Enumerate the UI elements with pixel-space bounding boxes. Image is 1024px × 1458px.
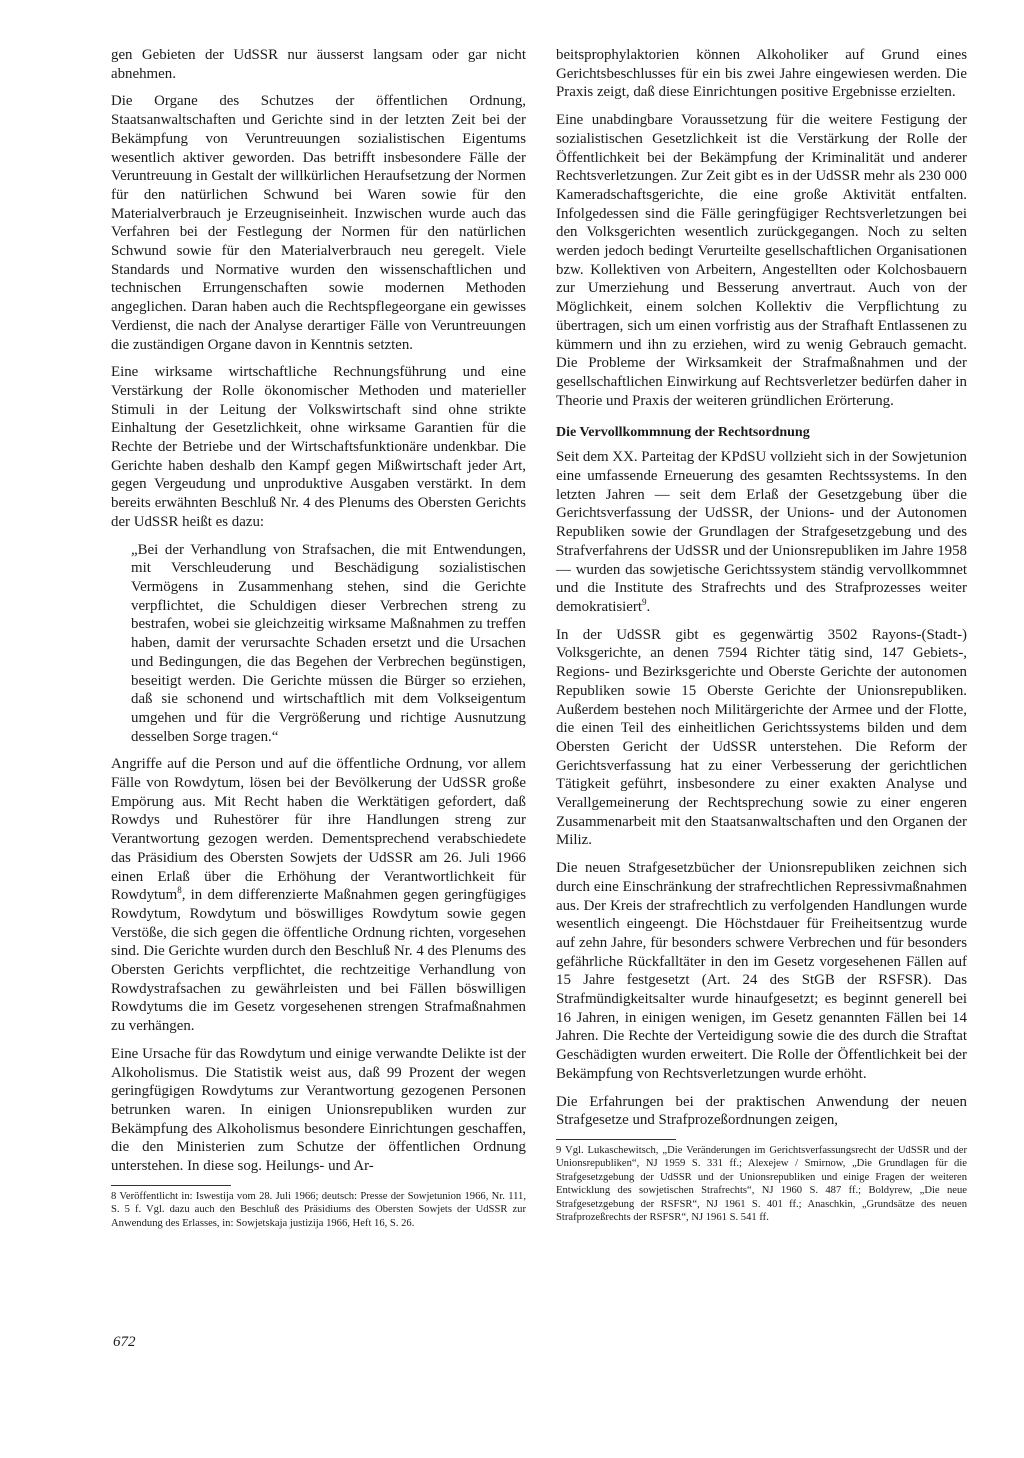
paragraph: Eine unabdingbare Voraussetzung für die weitere Festigung der sozialistischen Gesetzlichkeit ist die Verstärkung der Rolle der Öffentlichkeit bei der Bekämpfung der Kriminalität und anderer Rechtsverletzungen. Zur Zeit gibt es in der UdSSR mehr als 230 000 Kameradschaftsgerichte, die eine große Aktivität entfalten. Infolgedessen sind die Fälle geringfügiger Rechtsverletzungen bei den Volksgerichten wesentlich zurückgegangen. Noch zu selten werden jedoch bedingt Verurteilte gesellschaftlichen Organisationen bzw. Kollektiven von Arbeitern, Angestellten oder Kolchosbauern zur Umerziehung und Besserung anvertraut. Auch von der Möglichkeit, einem solchen Kollektiv die Verpflichtung zu übertragen, sich um einen vorfristig aus der Strafhaft Entlassenen zu kümmern und ihn zu erziehen, wird zu wenig Gebrauch gemacht. Die Probleme der Wirksamkeit der Strafmaßnahmen und der gesellschaftlichen Einwirkung auf Rechtsverletzer bedürfen daher in Theorie und Praxis der weiteren gründlichen Erörterung. <box>556 112 967 409</box>
footnote-divider <box>111 1185 231 1186</box>
paragraph: Die Organe des Schutzes der öffentlichen Ordnung, Staatsanwaltschaften und Gerichte sind in der letzten Zeit bei der Bekämpfung von Veruntreuungen sozialistischen Eigentums wesentlich aktiver geworden. Das betrifft insbesondere Fälle der Veruntreuung in Gestalt der willkürlichen Heraufsetzung der Normen für den natürlichen Schwund bei Waren sowie für den Materialverbrauch je Erzeugniseinheit. Inzwischen wurde auch das Verfahren bei der Festlegung der Normen für den natürlichen Schwund sowie für den Materialverbrauch neu geregelt. Viele Standards und Normative wurden den wissenschaftlichen und technischen Errungenschaften sowie modernen Methoden angeglichen. Daran haben auch die Rechtspflegeorgane ein gewisses Verdienst, die nach der Analyse derartiger Fälle von Veruntreuungen die zuständigen Organe davon in Kenntnis setzten. <box>111 93 526 353</box>
paragraph: Eine wirksame wirtschaftliche Rechnungsführung und eine Verstärkung der Rolle ökonomischer Methoden und materieller Stimuli in der Leitung der Volkswirtschaft sind ohne strikte Einhaltung der Gesetzlichkeit, ohne wirksame Garantien für die Rechte der Betriebe und der Wirtschaftsfunktionäre undenkbar. Die Gerichte haben deshalb den Kampf gegen Mißwirtschaft jeder Art, gegen Vergeudung und unproduktive Ausgaben verstärkt. In dem bereits erwähnten Beschluß Nr. 4 des Plenums des Obersten Gerichts der UdSSR heißt es dazu: <box>111 364 526 530</box>
footnote-ref-9: 9 <box>642 597 647 608</box>
paragraph: Die neuen Strafgesetzbücher der Unionsrepubliken zeichnen sich durch eine Einschränkung der strafrechtlichen Repressivmaßnahmen aus. Der Kreis der strafrechtlich zu verfolgenden Handlungen wurde wesentlich eingeengt. Die Höchstdauer für Freiheitsentzug wurde auf zehn Jahre, für besonders schwere Verbrechen und für besonders gefährliche Rückfalltäter in den im Gesetz vorgesehenen Fällen auf 15 Jahre festgesetzt (Art. 24 des StGB der RSFSR). Das Strafmündigkeitsalter wurde hinaufgesetzt; es beginnt generell bei 16 Jahren, in einigen wenigen, im Gesetz genannten Fällen bei 14 Jahren. Die Rechte der Verteidigung sowie die des durch die Straftat Geschädigten wurden erweitert. Die Rolle der Öffentlichkeit bei der Bekämpfung von Rechtsverletzungen wurde erhöht. <box>556 860 967 1082</box>
paragraph-text: Seit dem XX. Parteitag der KPdSU vollzieht sich in der Sowjetunion eine umfassende Erneuerung des gesamten Rechtssystems. In den letzten Jahren — seit dem Erlaß der Gesetzgebung über die Gerichtsverfassung der UdSSR, der Unions- und der Autonomen Republiken sowie der Grundlagen der Strafgesetzgebung und des Strafverfahrens der UdSSR und der Unionsrepubliken im Jahre 1958 — wurden das sowjetische Gerichtssystem ständig vervollkommnet und die Institute des Strafrechts und des Strafprozesses weiter demokratisiert <box>556 449 967 615</box>
footnote-9: 9 Vgl. Lukaschewitsch, „Die Veränderungen im Gerichtsverfassungsrecht der UdSSR und der Unionsrepubliken“, NJ 1959 S. 331 ff.; Alexejew / Smirnow, „Die Grundlagen für die Strafgesetzgebung der UdSSR und der Unionsrepubliken und einige Fragen der weiteren Entwicklung des sowjetischen Strafrechts“, NJ 1960 S. 487 ff.; Boldyrew, „Die neue Strafgesetzgebung der RSFSR“, NJ 1961 S. 401 ff.; Anaschkin, „Grundsätze des neuen Strafprozeßrechts der RSFSR“, NJ 1961 S. 541 ff. <box>556 1144 967 1223</box>
paragraph-text: , in dem differenzierte Maßnahmen gegen geringfügiges Rowdytum, Rowdytum und böswilliges Rowdytum sowie gegen Verstöße, die sich gegen die öffentliche Ordnung richten, vorgesehen sind. Die Gerichte wurden durch den Beschluß Nr. 4 des Plenums des Obersten Gerichts verpflichtet, die rechtzeitige Verhandlung von Rowdystrafsachen zu gewährleisten und bei Fällen böswilligen Rowdytums die im Gesetz vorgesehenen strengen Strafmaßnahmen zu verhängen. <box>111 887 526 1035</box>
paragraph: beitsprophylaktorien können Alkoholiker auf Grund eines Gerichtsbeschlusses für ein bis zwei Jahre eingewiesen werden. Die Praxis zeigt, daß diese Einrichtungen positive Ergebnisse erzielten. <box>556 47 967 101</box>
footnotes-left <box>111 1185 526 1230</box>
paragraph: In der UdSSR gibt es gegenwärtig 3502 Rayons-(Stadt-) Volksgerichte, an denen 7594 Richter tätig sind, 147 Gebiets-, Regions- und Bezirksgerichte und Oberste Gerichte der autonomen Republiken sowie 15 Oberste Gerichte der Unionsrepubliken. Außerdem bestehen noch Militärgerichte der Armee und der Flotte, die einen Teil des einheitlichen Gerichtssystems bilden und dem Obersten Gericht der UdSSR unterstehen. Die Reform der Gerichtsverfassung hat zu einer Verbesserung der gerichtlichen Tätigkeit geführt, insbesondere zu einer exakten Analyse und Verallgemeinerung der Rechtsprechung sowie zu einer engeren Zusammenarbeit mit den Staatsanwaltschaften und den Organen der Miliz. <box>556 626 967 849</box>
paragraph <box>556 448 967 616</box>
paragraph: Die Erfahrungen bei der praktischen Anwendung der neuen Strafgesetze und Strafprozeßordnungen zeigen, <box>556 1093 967 1129</box>
footnote-8: 8 Veröffentlicht in: Iswestija vom 28. Juli 1966; deutsch: Presse der Sowjetunion 1966, Nr. 111, S. 5 f. Vgl. dazu auch den Beschluß des Präsidiums des Obersten Sowjets der UdSSR zur Anwendung des Erlasses, in: Sowjetskaja justizija 1966, Heft 16, S. 26. <box>111 1190 526 1229</box>
page-number: 672 <box>113 1334 136 1350</box>
footnote-divider <box>556 1139 676 1140</box>
block-quote: „Bei der Verhandlung von Strafsachen, die mit Entwendungen, mit Verschleuderung und Beschädigung sozialistischen Vermögens in Zusammenhang stehen, sind die Gerichte verpflichtet, die Schuldigen dieser Verbrechen streng zu bestrafen, wobei sie gleichzeitig wirksame Maßnahmen zu treffen haben, damit der verursachte Schaden ersetzt und die Ursachen und Bedingungen, die das Begehen der Verbrechen begünstigen, beseitigt werden. Die Gerichte müssen die Bürger so erziehen, daß sie schonend und wirtschaftlich mit dem Volkseigentum umgehen und für die Vergrößerung und richtige Ausnutzung desselben Sorge tragen.“ <box>131 541 526 745</box>
section-heading: Die Vervollkommnung der Rechtsordnung <box>556 425 810 441</box>
paragraph <box>111 755 526 1036</box>
paragraph: Eine Ursache für das Rowdytum und einige verwandte Delikte ist der Alkoholismus. Die Statistik weist aus, daß 99 Prozent der wegen geringfügigen Rowdytums zur Verantwortung gezogenen Personen betrunken waren. In einigen Unionsrepubliken wurden zur Bekämpfung des Alkoholismus besondere Einrichtungen geschaffen, die den Ministerien zum Schutze der öffentlichen Ordnung unterstehen. In diese sog. Heilungs- und Ar- <box>111 1045 526 1175</box>
paragraph-text: . <box>646 598 651 615</box>
paragraph: gen Gebieten der UdSSR nur äusserst langsam oder gar nicht abnehmen. <box>111 47 526 82</box>
right-column <box>556 46 967 1224</box>
footnotes-right <box>556 1139 967 1224</box>
footnote-ref-8: 8 <box>177 885 182 896</box>
left-column <box>111 46 526 1230</box>
paragraph-text: Angriffe auf die Person und auf die öffentliche Ordnung, vor allem Fälle von Rowdytum, lösen bei der Bevölkerung der UdSSR große Empörung aus. Mit Recht haben die Werktätigen gefordert, daß Rowdys und Ruhestörer für ihre Handlungen streng zur Verantwortung gezogen werden. Dementsprechend verabschiedete das Präsidium des Obersten Sowjets der UdSSR am 26. Juli 1966 einen Erlaß über die Erhöhung der Verantwortlichkeit für Rowdytum <box>111 756 526 904</box>
